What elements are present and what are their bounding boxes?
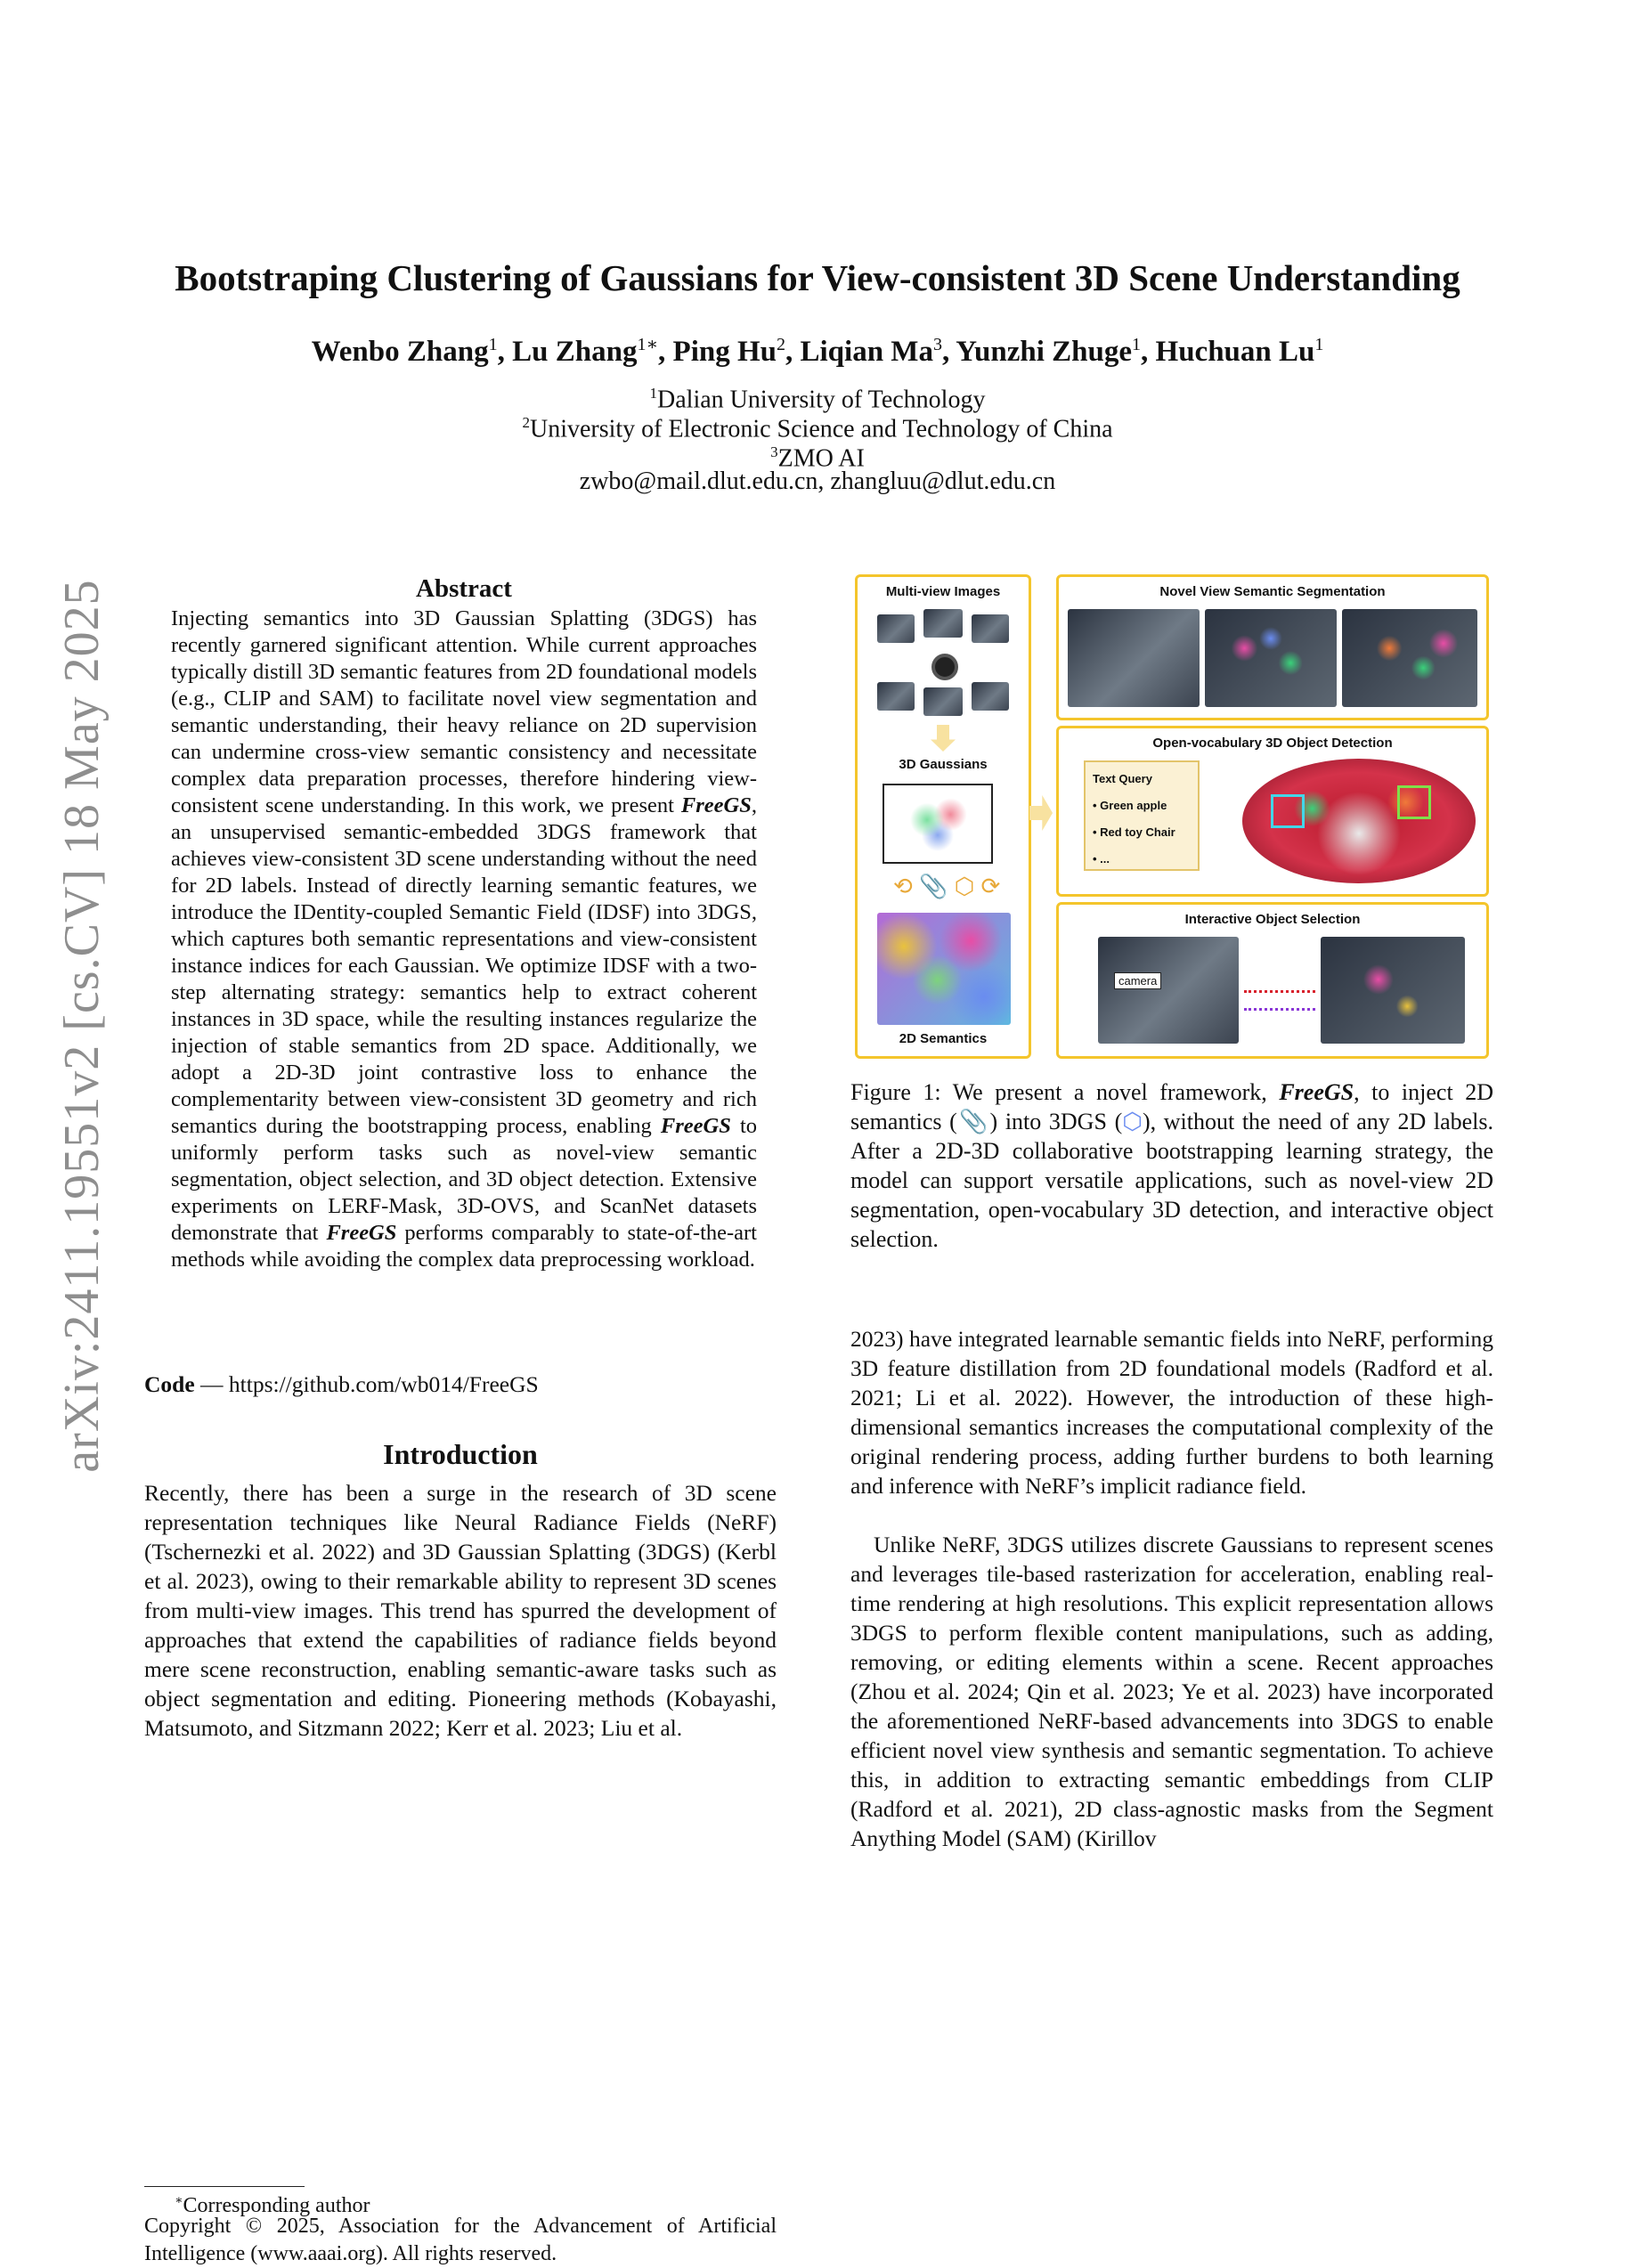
figure-caption: Figure 1: We present a novel framework, FreeGS, to inject 2D semantics (📎) into 3DGS (⬡), without the need of any 2D labels. After a 2D-3D collaborative bootstrapping learning strategy, the model can support versatile applications, such as novel-view 2D segmentation, open-vocabulary 3D detection, and interactive object selection. xyxy=(850,1079,1494,1252)
novel-view-label: Novel View Semantic Segmentation xyxy=(1159,584,1386,599)
author-name: Lu Zhang xyxy=(512,336,638,368)
author-name: Huchuan Lu xyxy=(1155,336,1315,368)
intro-paragraph-left: Recently, there has been a surge in the research of 3D scene representation techniques like Neural Radiance Fields (NeRF) (Tschernezki et al. 2022) and 3D Gaussian Splatting (3DGS) (Kerbl et al. 2023), owing to their remarkable ability to represent 3D scenes from multi-view images. This trend has spurred the development of approaches that extend the capabilities of radiance fields beyond mere scene reconstruction, enabling semantic-aware tasks such as object segmentation and editing. Pioneering methods (Kobayashi, Matsumoto, and Sitzmann 2022; Kerr et al. 2023; Liu et al. xyxy=(144,1480,777,1741)
author-name: Yunzhi Zhuge xyxy=(956,336,1133,368)
cycle-arrows-icon: ⟲ 📎 ⬡ ⟳ xyxy=(893,873,1001,899)
author-emails[interactable]: zwbo@mail.dlut.edu.cn, zhangluu@dlut.edu.cn xyxy=(579,467,1056,495)
arrow-right-icon xyxy=(1029,795,1053,831)
abstract-heading: Abstract xyxy=(416,574,512,603)
paper-title: Bootstraping Clustering of Gaussians for View-consistent 3D Scene Understanding xyxy=(175,257,1460,298)
camera-icon xyxy=(931,654,958,680)
arrow-down-icon xyxy=(931,725,956,752)
code-label: Code xyxy=(144,1371,195,1397)
arxiv-identifier xyxy=(46,545,118,1507)
paperclip-icon: 📎 xyxy=(956,1108,990,1134)
affiliation: $^3$ZMO AI xyxy=(770,443,865,473)
segmentation-image xyxy=(1342,609,1477,707)
detection-label: Open-vocabulary 3D Object Detection xyxy=(1152,736,1393,751)
author-name: Wenbo Zhang xyxy=(311,336,489,368)
detection-box xyxy=(1271,794,1305,828)
view-thumbnail xyxy=(972,614,1009,643)
link-line xyxy=(1244,1008,1315,1011)
arxiv-id-text: arXiv:2411.19551v2 [cs.CV] 18 May 2025 xyxy=(54,579,110,1473)
footnote-copyright: Copyright © 2025, Association for the Advancement of Artificial Intelligence (www.aaai.org). All rights reserved. xyxy=(144,2215,777,2265)
query-item: • Green apple xyxy=(1093,799,1167,812)
detection-panel xyxy=(1056,726,1489,897)
gaussians-label: 3D Gaussians xyxy=(899,757,988,772)
code-line: Code — https://github.com/wb014/FreeGS xyxy=(144,1371,539,1397)
segmentation-image xyxy=(1068,609,1200,707)
intro-paragraph-right-2: Unlike NeRF, 3DGS utilizes discrete Gaussians to represent scenes and leverages tile-based rasterization for acceleration, enabling real-time rendering at high resolutions. This explicit representation allows 3DGS to perform flexible content manipulations, such as adding, removing, or editing elements within a scene. Recent approaches (Zhou et al. 2024; Qin et al. 2023; Ye et al. 2023) have incorporated the aforementioned NeRF-based advancements into 3DGS to enable efficient novel view synthesis and semantic segmentation. To achieve this, in addition to extracting semantic embeddings from CLIP (Radford et al. 2021), 2D class-agnostic masks from the Segment Anything Model (SAM) (Kirillov xyxy=(850,1532,1493,1851)
novel-view-panel xyxy=(1056,574,1489,720)
author-name: Liqian Ma xyxy=(800,336,933,368)
semantics-2d-label: 2D Semantics xyxy=(899,1031,988,1046)
selection-result-image xyxy=(1321,937,1465,1044)
camera-tag: camera xyxy=(1114,972,1161,989)
multiview-label: Multi-view Images xyxy=(885,584,1001,599)
figure-1 xyxy=(855,574,1489,1060)
cube-icon: ⬡ xyxy=(1122,1108,1143,1134)
selection-label: Interactive Object Selection xyxy=(1184,912,1361,927)
code-link[interactable]: https://github.com/wb014/FreeGS xyxy=(228,1371,539,1397)
author-list: Wenbo Zhang$^1$, Lu Zhang$^{1∗}$, Ping Hu$^2$, Liqian Ma$^3$, Yunzhi Zhuge$^1$, Huchuan Lu$^1$ xyxy=(311,335,1324,368)
text-query-title: Text Query xyxy=(1093,772,1152,785)
introduction-heading: Introduction xyxy=(383,1438,538,1470)
abstract-body: Injecting semantics into 3D Gaussian Splatting (3DGS) has recently garnered significant attention. While current approaches typically distill 3D semantic features from 2D foundational models (e.g., CLIP and SAM) to facilitate novel view segmentation and semantic understanding, their heavy reliance on 2D supervision can undermine cross-view semantic consistency and necessitate complex data preparation processes, therefore hindering view-consistent scene understanding. In this work, we present FreeGS, an unsupervised semantic-embedded 3DGS framework that achieves view-consistent 3D scene understanding without the need for 2D labels. Instead of directly learning semantic features, we introduce the IDentity-coupled Semantic Field (IDSF) into 3DGS, which captures both semantic representations and view-consistent instance indices for each Gaussian. We optimize IDSF with a two-step alternating strategy: semantics help to extract coherent instances in 3D space, while the resulting instances regularize the injection of stable semantics from 2D space. Additionally, we adopt a 2D-3D joint contrastive loss to enhance the complementarity between view-consistent 3D geometry and rich semantics during the bootstrapping process, enabling FreeGS to uniformly perform tasks such as novel-view semantic segmentation, object selection, and 3D object detection. Extensive experiments on LERF-Mask, 3D-OVS, and ScanNet datasets demonstrate that FreeGS performs comparably to state-of-the-art methods while avoiding the complex data preprocessing workload. xyxy=(171,606,757,1272)
view-thumbnail xyxy=(923,687,963,716)
query-item: • ... xyxy=(1093,852,1110,866)
view-thumbnail xyxy=(877,682,915,711)
selection-input-image xyxy=(1098,937,1239,1044)
input-panel xyxy=(855,574,1031,1059)
footnote-corresponding: ∗Corresponding author xyxy=(175,2194,370,2217)
segmentation-image xyxy=(1205,609,1337,707)
affiliation: $^2$University of Electronic Science and Technology of China xyxy=(522,414,1113,443)
method-name: FreeGS xyxy=(680,793,752,817)
gaussians-cube xyxy=(883,784,993,864)
affiliation: $^1$Dalian University of Technology xyxy=(649,385,986,414)
view-thumbnail xyxy=(972,682,1009,711)
detection-box xyxy=(1397,785,1431,819)
author-name: Ping Hu xyxy=(672,336,777,368)
view-thumbnail xyxy=(923,609,963,638)
intro-paragraph-right-1: 2023) have integrated learnable semantic fields into NeRF, performing 3D feature distillation from 2D foundational models (Radford et al. 2021; Li et al. 2022). However, the introduction of these high-dimensional semantics increases the computational complexity of the original rendering process, adding further burdens to both learning and inference with NeRF’s implicit radiance field. xyxy=(850,1326,1493,1499)
selection-panel xyxy=(1056,902,1489,1059)
link-line xyxy=(1244,990,1315,993)
semantics-2d-image xyxy=(877,913,1011,1025)
text-query-box xyxy=(1084,760,1200,871)
query-item: • Red toy Chair xyxy=(1093,825,1175,839)
view-thumbnail xyxy=(877,614,915,643)
